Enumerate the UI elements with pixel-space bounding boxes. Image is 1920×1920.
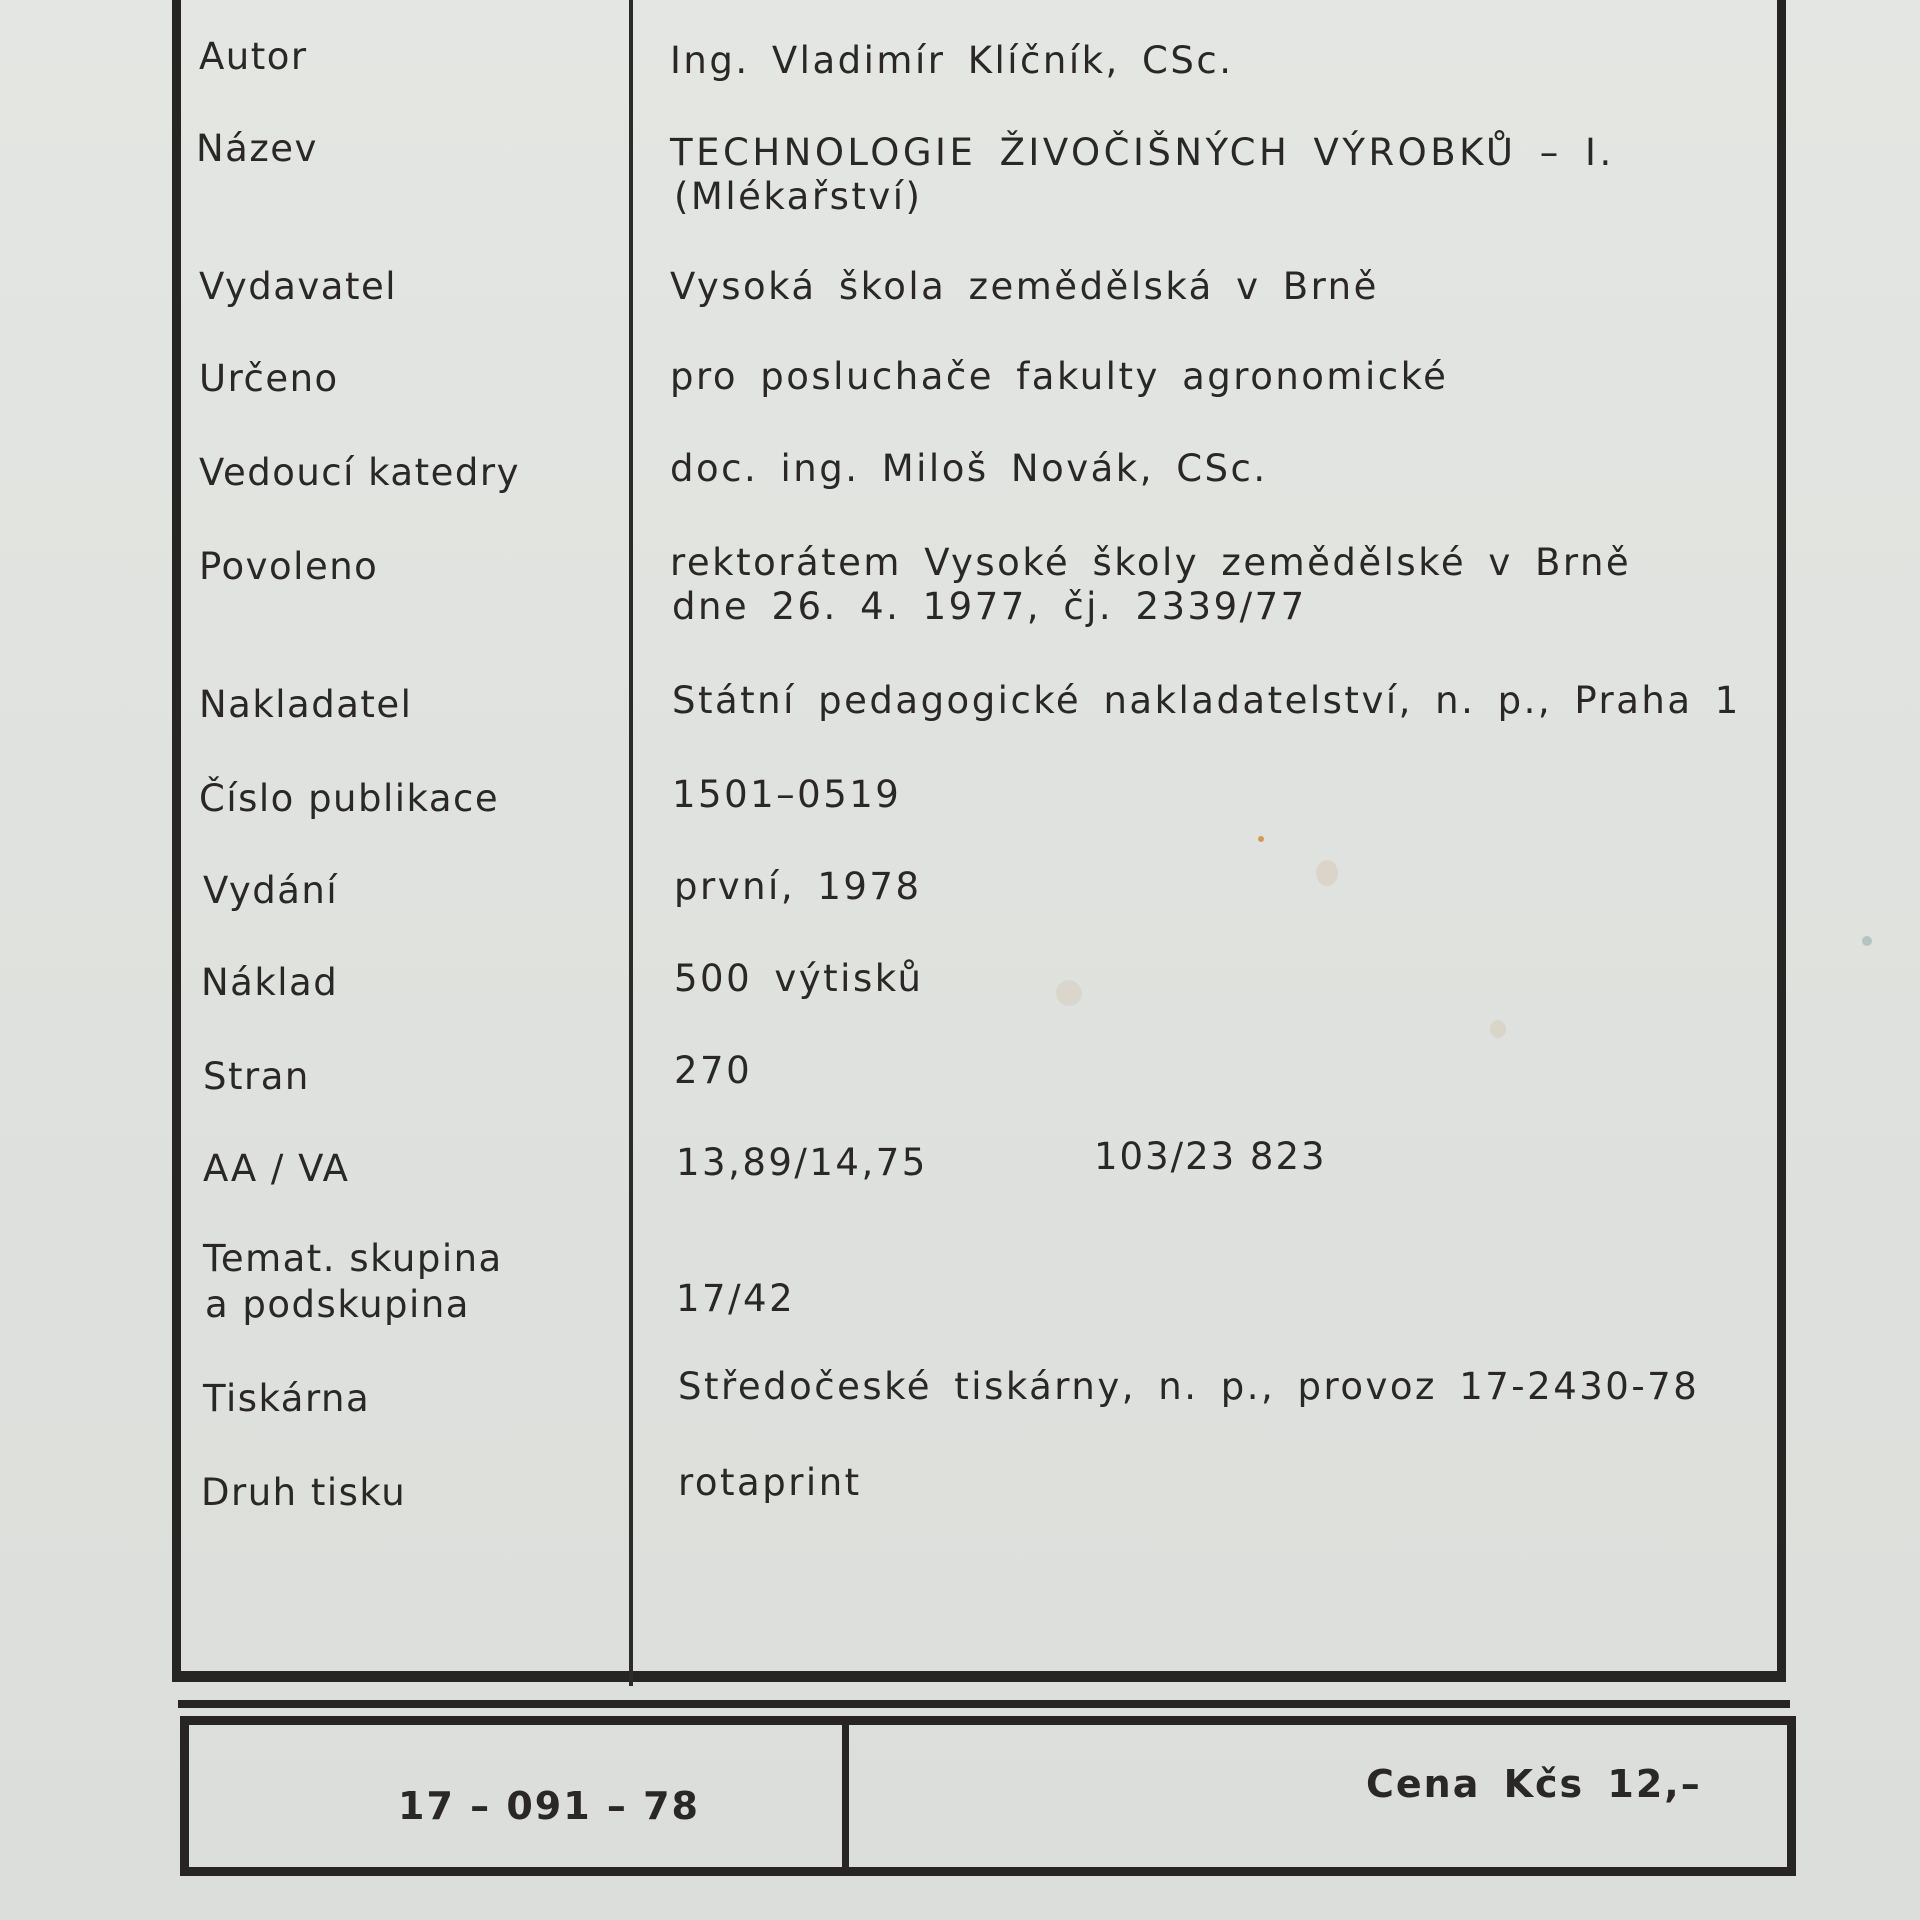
value-tiskarna: Středočeské tiskárny, n. p., provoz 17-2430-78 (678, 1365, 1700, 1408)
label-tiskarna: Tiskárna (203, 1377, 371, 1420)
value-vedouci-katedry: doc. ing. Miloš Novák, CSc. (670, 447, 1268, 490)
label-povoleno: Povoleno (199, 545, 379, 588)
value-stran: 270 (674, 1049, 753, 1092)
value-aa-va: 13,89/14,75 (676, 1141, 928, 1184)
value-druh-tisku: rotaprint (678, 1461, 862, 1504)
label-cislo-publikace: Číslo publikace (199, 777, 500, 820)
value-vydani: první, 1978 (674, 865, 922, 908)
label-naklad: Náklad (201, 961, 339, 1004)
label-temat-skupina-line2: a podskupina (205, 1283, 470, 1326)
footer-divider (842, 1716, 849, 1876)
label-druh-tisku: Druh tisku (201, 1471, 407, 1514)
value-naklad: 500 výtisků (674, 957, 924, 1000)
paper-speck (1490, 1020, 1506, 1038)
column-divider (629, 0, 633, 1686)
value-temat-skupina: 17/42 (676, 1277, 796, 1320)
paper-speck (1316, 860, 1338, 886)
label-vedouci-katedry: Vedoucí katedry (199, 451, 520, 494)
label-vydavatel: Vydavatel (199, 265, 397, 308)
label-nakladatel: Nakladatel (199, 683, 413, 726)
value-nakladatel: Státní pedagogické nakladatelství, n. p., Praha 1 (672, 679, 1741, 722)
value-aa-va-extra: 103/23 823 (1094, 1135, 1327, 1178)
price-label: Cena Kčs 12,– (1366, 1762, 1702, 1806)
value-povoleno: rektorátem Vysoké školy zemědělské v Brně (670, 541, 1632, 584)
label-stran: Stran (203, 1055, 310, 1098)
value-vydavatel: Vysoká škola zemědělská v Brně (670, 265, 1379, 308)
paper-speck (1056, 980, 1082, 1006)
label-autor: Autor (199, 35, 308, 78)
frame-bottom-rule (178, 1700, 1790, 1708)
label-vydani: Vydání (203, 869, 339, 912)
value-nazev: TECHNOLOGIE ŽIVOČIŠNÝCH VÝROBKŮ – I. (670, 131, 1615, 174)
paper-speck (1258, 836, 1264, 842)
publication-code: 17 – 091 – 78 (398, 1784, 701, 1828)
value-povoleno-line2: dne 26. 4. 1977, čj. 2339/77 (672, 585, 1307, 628)
value-nazev-line2: (Mlékařství) (674, 175, 923, 218)
label-temat-skupina: Temat. skupina (203, 1237, 503, 1280)
label-aa-va: AA / VA (203, 1147, 350, 1190)
paper-speck (1862, 936, 1872, 946)
value-urceno: pro posluchače fakulty agronomické (670, 355, 1449, 398)
value-autor: Ing. Vladimír Klíčník, CSc. (670, 39, 1234, 82)
value-cislo-publikace: 1501–0519 (672, 773, 902, 816)
label-nazev: Název (196, 127, 318, 170)
label-urceno: Určeno (199, 357, 339, 400)
colophon-frame (172, 0, 1786, 1682)
